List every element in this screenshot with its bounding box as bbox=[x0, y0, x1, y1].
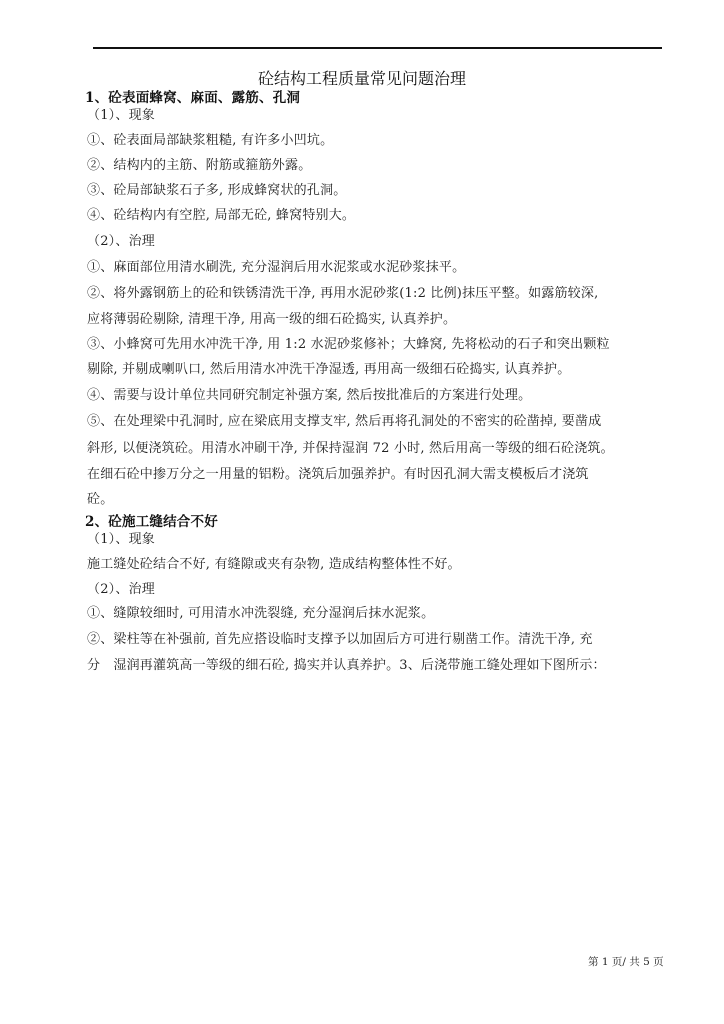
page-number: 第 1 页/ 共 5 页 bbox=[588, 956, 664, 968]
paragraph-line: ①、麻面部位用清水刷洗, 充分湿润后用水泥浆或水泥砂浆抹平。 bbox=[87, 260, 466, 275]
document-title: 砼结构工程质量常见问题治理 bbox=[257, 69, 466, 88]
subsection-label: （1）、现象 bbox=[87, 532, 155, 547]
paragraph-line: 剔除, 并剔成喇叭口, 然后用清水冲洗干净湿透, 再用高一级细石砼捣实, 认真养护。 bbox=[87, 362, 571, 377]
paragraph-line: ②、结构内的主筋、附筋或箍筋外露。 bbox=[87, 158, 312, 173]
section-heading: 2、砼施工缝结合不好 bbox=[85, 514, 218, 530]
subsection-label: （2）、治理 bbox=[87, 582, 155, 597]
paragraph-line: 应将薄弱砼剔除, 清理干净, 用高一级的细石砼捣实, 认真养护。 bbox=[87, 312, 457, 327]
paragraph-line: ②、梁柱等在补强前, 首先应搭设临时支撑予以加固后方可进行剔凿工作。清洗干净, 充 bbox=[87, 632, 593, 647]
paragraph-line: ③、小蜂窝可先用水冲洗干净, 用 1:2 水泥砂浆修补；大蜂窝, 先将松动的石子和突出颗粒 bbox=[87, 337, 610, 352]
subsection-label: （2）、治理 bbox=[87, 234, 155, 249]
paragraph-line: 施工缝处砼结合不好, 有缝隙或夹有杂物, 造成结构整体性不好。 bbox=[87, 557, 461, 572]
paragraph-line: ①、砼表面局部缺浆粗糙, 有许多小凹坑。 bbox=[87, 133, 334, 148]
paragraph-line: 砼。 bbox=[87, 492, 114, 507]
subsection-label: （1）、现象 bbox=[87, 108, 155, 123]
paragraph-line: 分 湿润再灌筑高一等级的细石砼, 捣实并认真养护。3、后浇带施工缝处理如下图所示： bbox=[87, 658, 606, 673]
header-rule bbox=[93, 47, 662, 49]
section-heading: 1、砼表面蜂窝、麻面、露筋、孔洞 bbox=[85, 90, 301, 106]
paragraph-line: ①、缝隙较细时, 可用清水冲洗裂缝, 充分湿润后抹水泥浆。 bbox=[87, 606, 435, 621]
paragraph-line: ③、砼局部缺浆石子多, 形成蜂窝状的孔洞。 bbox=[87, 183, 347, 198]
paragraph-line: ④、砼结构内有空腔, 局部无砼, 蜂窝特别大。 bbox=[87, 208, 356, 223]
paragraph-line: ②、将外露钢筋上的砼和铁锈清洗干净, 再用水泥砂浆(1:2 比例)抹压平整。如露筋较深, bbox=[87, 286, 599, 301]
paragraph-line: 斜形, 以便浇筑砼。用清水冲刷干净, 并保持湿润 72 小时, 然后用高一等级的细石砼浇筑。 bbox=[87, 441, 614, 456]
paragraph-line: ④、需要与设计单位共同研究制定补强方案, 然后按批准后的方案进行处理。 bbox=[87, 388, 532, 403]
paragraph-line: 在细石砼中掺万分之一用量的铝粉。浇筑后加强养护。有时因孔洞大需支模板后才浇筑 bbox=[87, 467, 589, 482]
paragraph-line: ⑤、在处理梁中孔洞时, 应在梁底用支撑支牢, 然后再将孔洞处的不密实的砼凿掉, 要凿成 bbox=[87, 414, 602, 429]
